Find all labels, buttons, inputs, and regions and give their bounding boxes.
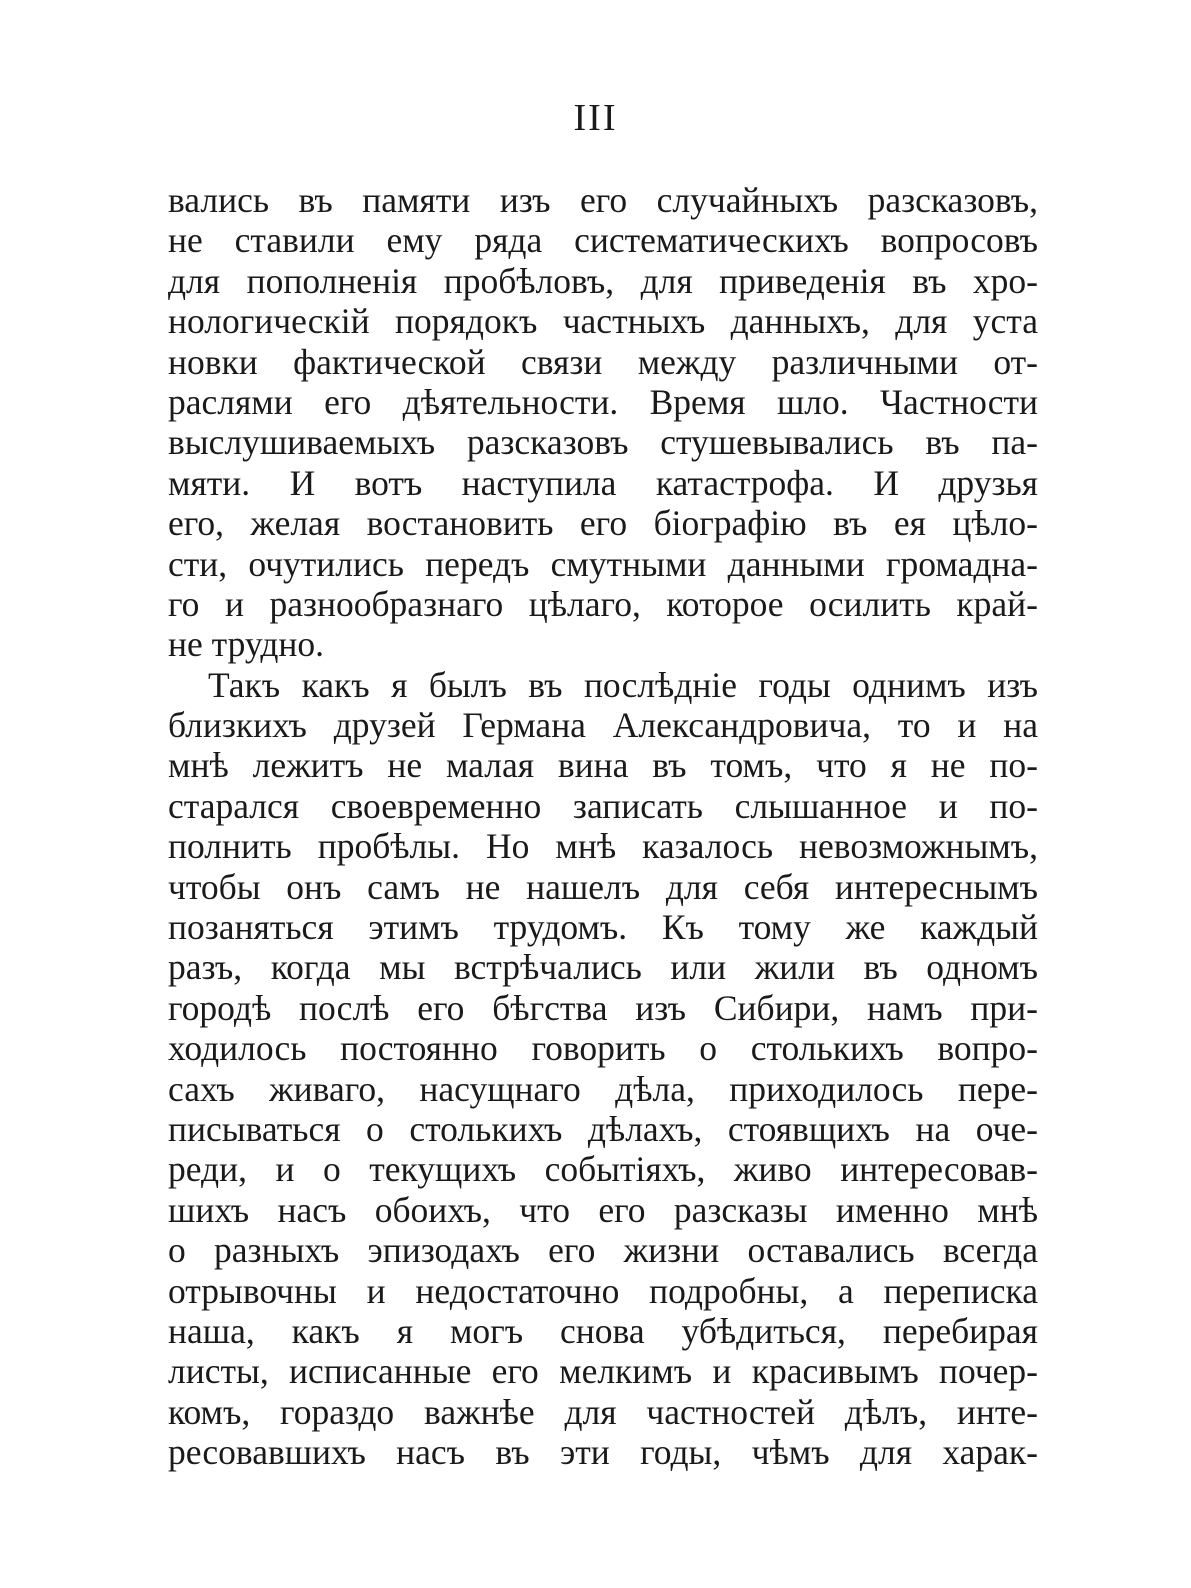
text-line: старался своевременно записать слышанное и по-	[168, 785, 1038, 826]
text-line: позаняться этимъ трудомъ. Къ тому же каждый	[168, 907, 1038, 948]
text-line: вались въ памяти изъ его случайныхъ разсказовъ,	[168, 180, 1038, 220]
text-line: шихъ насъ обоихъ, что его разсказы именно мнѣ	[168, 1189, 1038, 1230]
text-line: ходилось постоянно говорить о столькихъ вопро-	[168, 1028, 1038, 1069]
text-line: ресовавшихъ насъ въ эти годы, чѣмъ для харак-	[168, 1432, 1038, 1473]
text-line: реди, и о текущихъ событіяхъ, живо интересовав-	[168, 1149, 1038, 1190]
text-line: Такъ какъ я былъ въ послѣдніе годы однимъ изъ	[208, 664, 1038, 705]
text-line: для пополненія пробѣловъ, для приведенія въ хро-	[168, 260, 1038, 301]
text-line: сахъ живаго, насущнаго дѣла, приходилось пере-	[168, 1068, 1038, 1109]
text-line: го и разнообразнаго цѣлаго, которое осилить край-	[168, 583, 1038, 624]
paragraph-1	[168, 180, 1038, 665]
text-line: наша, какъ я могъ снова убѣдиться, перебирая	[168, 1310, 1038, 1351]
text-line: листы, исписанные его мелкимъ и красивымъ почер-	[168, 1351, 1038, 1392]
text-line: мяти. И вотъ наступила катастрофа. И друзья	[168, 462, 1038, 503]
text-line: мнѣ лежитъ не малая вина въ томъ, что я не по-	[168, 745, 1038, 786]
text-line: полнить пробѣлы. Но мнѣ казалось невозможнымъ,	[168, 826, 1038, 867]
text-line: писываться о столькихъ дѣлахъ, стоявщихъ на оче-	[168, 1108, 1038, 1149]
text-line: близкихъ друзей Германа Александровича, то и на	[168, 705, 1038, 746]
text-line: городѣ послѣ его бѣгства изъ Сибири, намъ при-	[168, 987, 1038, 1028]
text-line: комъ, гораздо важнѣе для частностей дѣлъ, инте-	[168, 1391, 1038, 1432]
text-line: сти, очутились передъ смутными данными громадна-	[168, 543, 1038, 584]
text-line: новки фактической связи между различными от-	[168, 341, 1038, 382]
text-line: нологическій порядокъ частныхъ данныхъ, для уста	[168, 301, 1038, 342]
text-line: не ставили ему ряда систематическихъ вопросовъ	[168, 220, 1038, 261]
body-text	[168, 180, 1038, 1473]
text-line: выслушиваемыхъ разсказовъ стушевывались въ па-	[168, 422, 1038, 463]
text-line: раслями его дѣятельности. Время шло. Частности	[168, 381, 1038, 422]
text-line: разъ, когда мы встрѣчались или жили въ одномъ	[168, 947, 1038, 988]
text-line: не трудно.	[168, 624, 325, 665]
page-number: III	[573, 97, 618, 139]
paragraph-2	[168, 665, 1038, 1473]
text-line: отрывочны и недостаточно подробны, а переписка	[168, 1270, 1038, 1311]
text-line: о разныхъ эпизодахъ его жизни оставались всегда	[168, 1230, 1038, 1271]
text-line: чтобы онъ самъ не нашелъ для себя интереснымъ	[168, 866, 1038, 907]
text-line: его, желая востановить его біографію въ ея цѣло-	[168, 503, 1038, 544]
